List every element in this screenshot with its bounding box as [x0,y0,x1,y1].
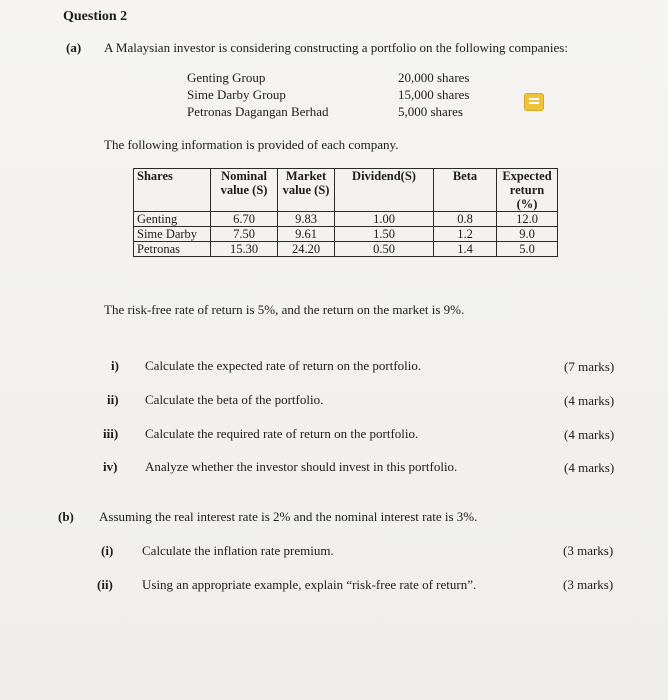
cell-beta: 0.8 [434,212,497,227]
company-shares: 5,000 shares [398,104,463,119]
question-title: Question 2 [63,9,128,24]
company-shares: 15,000 shares [398,87,470,102]
note-icon[interactable] [525,94,543,110]
company-data-table [133,168,558,257]
question-text: Calculate the required rate of return on the portfolio. [145,426,419,441]
question-text: Calculate the expected rate of return on the portfolio. [145,358,422,373]
header-nominal-value: Nominal value (S) [211,169,278,212]
question-text: Calculate the beta of the portfolio. [145,392,324,407]
header-dividend: Dividend(S) [335,169,434,212]
question-number: iv) [103,459,118,474]
table-row [134,212,558,227]
company-name: Petronas Dagangan Berhad [187,104,329,119]
part-a-intro: A Malaysian investor is considering constructing a portfolio on the following companies: [104,40,568,55]
table-header-row [134,169,558,212]
risk-free-text: The risk-free rate of return is 5%, and the return on the market is 9%. [104,302,465,317]
info-text: The following information is provided of each company. [104,137,399,152]
cell-dividend: 1.50 [335,227,434,242]
question-number: (i) [101,543,114,558]
company-name: Sime Darby Group [187,87,286,102]
cell-beta: 1.4 [434,242,497,257]
question-marks: (4 marks) [564,460,615,475]
question-text: Using an appropriate example, explain “risk-free rate of return”. [142,577,477,592]
question-marks: (3 marks) [563,543,614,558]
cell-expected-return: 9.0 [497,227,558,242]
cell-share-name: Genting [134,212,211,227]
header-market-value: Market value (S) [278,169,335,212]
cell-share-name: Petronas [134,242,211,257]
cell-nominal-value: 15.30 [211,242,278,257]
part-b-label: (b) [58,509,74,524]
question-marks: (4 marks) [564,427,615,442]
question-marks: (4 marks) [564,393,615,408]
part-b-intro: Assuming the real interest rate is 2% and the nominal interest rate is 3%. [99,509,478,524]
question-number: ii) [107,392,119,407]
cell-expected-return: 5.0 [497,242,558,257]
cell-nominal-value: 6.70 [211,212,278,227]
cell-market-value: 24.20 [278,242,335,257]
cell-dividend: 1.00 [335,212,434,227]
cell-market-value: 9.61 [278,227,335,242]
question-number: i) [111,358,119,373]
question-number: (ii) [97,577,113,592]
question-marks: (7 marks) [564,359,615,374]
table-row [134,227,558,242]
question-number: iii) [103,426,119,441]
cell-share-name: Sime Darby [134,227,211,242]
table-row [134,242,558,257]
cell-nominal-value: 7.50 [211,227,278,242]
question-text: Calculate the inflation rate premium. [142,543,334,558]
cell-beta: 1.2 [434,227,497,242]
header-expected-return: Expected return (%) [497,169,558,212]
header-shares: Shares [134,169,211,212]
question-text: Analyze whether the investor should invest in this portfolio. [145,459,458,474]
part-a-label: (a) [66,40,82,55]
cell-market-value: 9.83 [278,212,335,227]
header-beta: Beta [434,169,497,212]
company-shares: 20,000 shares [398,70,470,85]
cell-dividend: 0.50 [335,242,434,257]
cell-expected-return: 12.0 [497,212,558,227]
company-name: Genting Group [187,70,266,85]
question-marks: (3 marks) [563,577,614,592]
